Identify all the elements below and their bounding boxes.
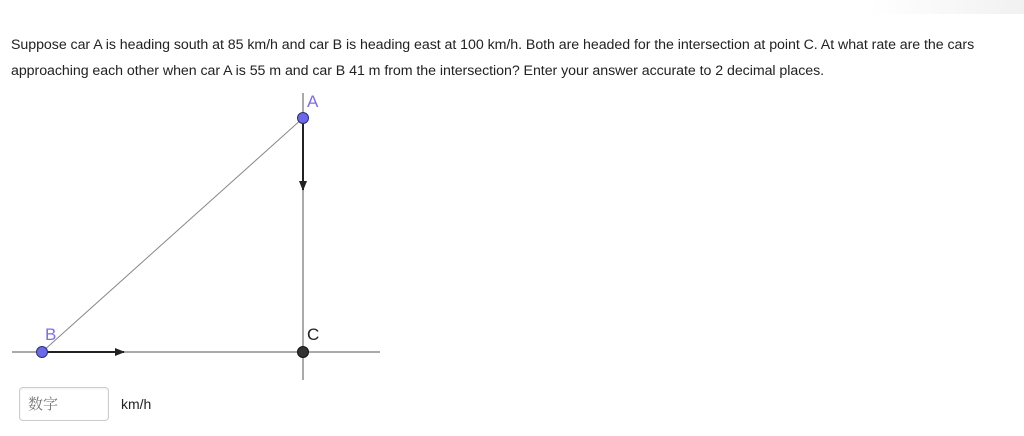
answer-input[interactable] — [19, 387, 109, 421]
point-a[interactable] — [298, 113, 309, 124]
label-a: A — [307, 92, 319, 111]
point-b[interactable] — [37, 347, 48, 358]
point-c — [298, 347, 309, 358]
segment-ab — [42, 118, 303, 352]
answer-row — [19, 386, 151, 422]
label-c: C — [307, 325, 320, 344]
label-b: B — [45, 325, 57, 344]
question-text: Suppose car A is heading south at 85 km/h and car B is heading east at 100 km/h. Both are headed for the intersection at point C. At what rate are the cars approaching each other when car A is 55 m and car B 41 m from the intersection? Enter your answer accurate to 2 decimal places. — [11, 37, 975, 79]
unit-label: km/h — [121, 396, 152, 412]
geometry-diagram — [0, 0, 400, 390]
